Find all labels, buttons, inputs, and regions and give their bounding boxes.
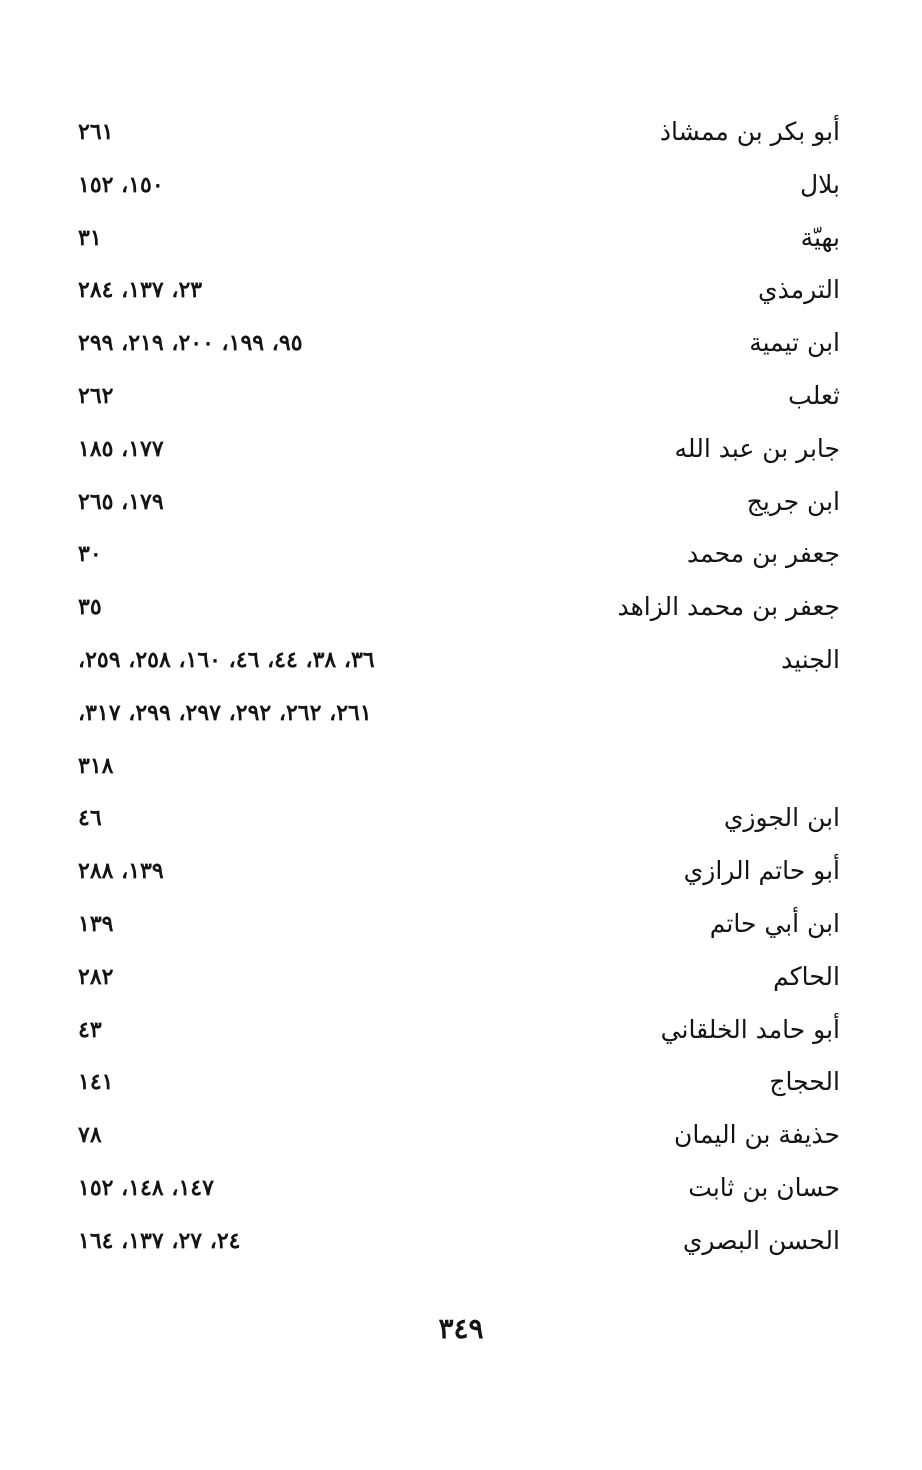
entry-name: أبو حامد الخلقاني [660, 1014, 840, 1044]
entry-name: ابن الجوزي [723, 803, 840, 833]
entry-name: الجنيد [781, 644, 840, 674]
index-entry [78, 792, 840, 845]
entry-pages: ٢٤، ٢٧، ١٣٧، ١٦٤ [78, 1227, 241, 1254]
entry-pages: ١٧٩، ٢٦٥ [78, 488, 164, 515]
index-entry [78, 951, 840, 1004]
index-entry [78, 528, 840, 581]
entry-pages: ٤٣ [78, 1016, 102, 1043]
page-number: ٣٤٩ [438, 1312, 484, 1345]
index-entry [78, 845, 840, 898]
entry-name: الحاكم [773, 961, 840, 991]
index-entry [78, 106, 840, 159]
entry-name: حذيفة بن اليمان [673, 1120, 840, 1150]
entry-name: جعفر بن محمد [687, 539, 840, 569]
entry-name: بهيّة [800, 222, 840, 252]
entry-name: الحجاج [769, 1067, 840, 1097]
entry-name: جابر بن عبد الله [674, 433, 840, 463]
entry-name: بلال [799, 169, 840, 199]
index-entry [78, 212, 840, 265]
entry-pages: ٣٠ [78, 541, 102, 568]
entry-pages: ١٤٧، ١٤٨، ١٥٢ [78, 1174, 214, 1201]
index-entry [78, 370, 840, 423]
entry-pages: ٢٦١ [78, 119, 114, 145]
entry-name: ابن أبي حاتم [709, 908, 840, 938]
index-entry [78, 1162, 840, 1215]
entry-pages: ٣١ [78, 224, 102, 251]
index-entry [78, 898, 840, 951]
entry-pages: ٢٦١، ٢٦٢، ٢٩٢، ٢٩٧، ٢٩٩، ٣١٧، [78, 699, 372, 726]
entry-name: أبو بكر بن ممشاذ [659, 117, 840, 146]
entry-pages: ٤٦ [78, 805, 102, 832]
entry-pages: ١٣٩ [78, 910, 114, 937]
index-entry [78, 634, 840, 687]
index-entry [78, 1056, 840, 1109]
index-entry [78, 159, 840, 212]
entry-name: أبو حاتم الرازي [683, 856, 840, 886]
entry-name: ثعلب [788, 380, 840, 410]
entry-pages: ٢٦٢ [78, 382, 114, 409]
index-entry [78, 264, 840, 317]
entry-name: حسان بن ثابت [688, 1172, 840, 1202]
index-entry [78, 1215, 840, 1268]
entry-name: جعفر بن محمد الزاهد [617, 592, 840, 622]
entry-name: ابن جريج [746, 486, 840, 516]
entry-pages: ١٤١ [78, 1069, 114, 1096]
name-index-list [78, 106, 840, 1268]
entry-pages: ٣٥ [78, 594, 102, 621]
index-entry [78, 1109, 840, 1162]
entry-pages: ١٧٧، ١٨٥ [78, 435, 164, 462]
entry-pages: ٢٣، ١٣٧، ٢٨٤ [78, 277, 203, 304]
entry-pages: ٩٥، ١٩٩، ٢٠٠، ٢١٩، ٢٩٩ [78, 330, 303, 357]
index-entry-continuation [78, 740, 840, 793]
entry-pages: ٣٦، ٣٨، ٤٤، ٤٦، ١٦٠، ٢٥٨، ٢٥٩، [78, 646, 375, 673]
index-entry [78, 423, 840, 476]
entry-name: الحسن البصري [682, 1225, 840, 1255]
index-entry-continuation [78, 687, 840, 740]
index-entry [78, 476, 840, 529]
entry-pages: ٢٨٢ [78, 963, 114, 990]
entry-pages: ٧٨ [78, 1122, 102, 1149]
index-entry [78, 317, 840, 370]
entry-name: ابن تيمية [749, 328, 840, 358]
entry-pages: ١٣٩، ٢٨٨ [78, 858, 164, 885]
index-entry [78, 1004, 840, 1057]
index-entry [78, 581, 840, 634]
entry-name: الترمذي [758, 275, 840, 305]
entry-pages: ٣١٨ [78, 752, 114, 779]
entry-pages: ١٥٠، ١٥٢ [78, 171, 164, 198]
